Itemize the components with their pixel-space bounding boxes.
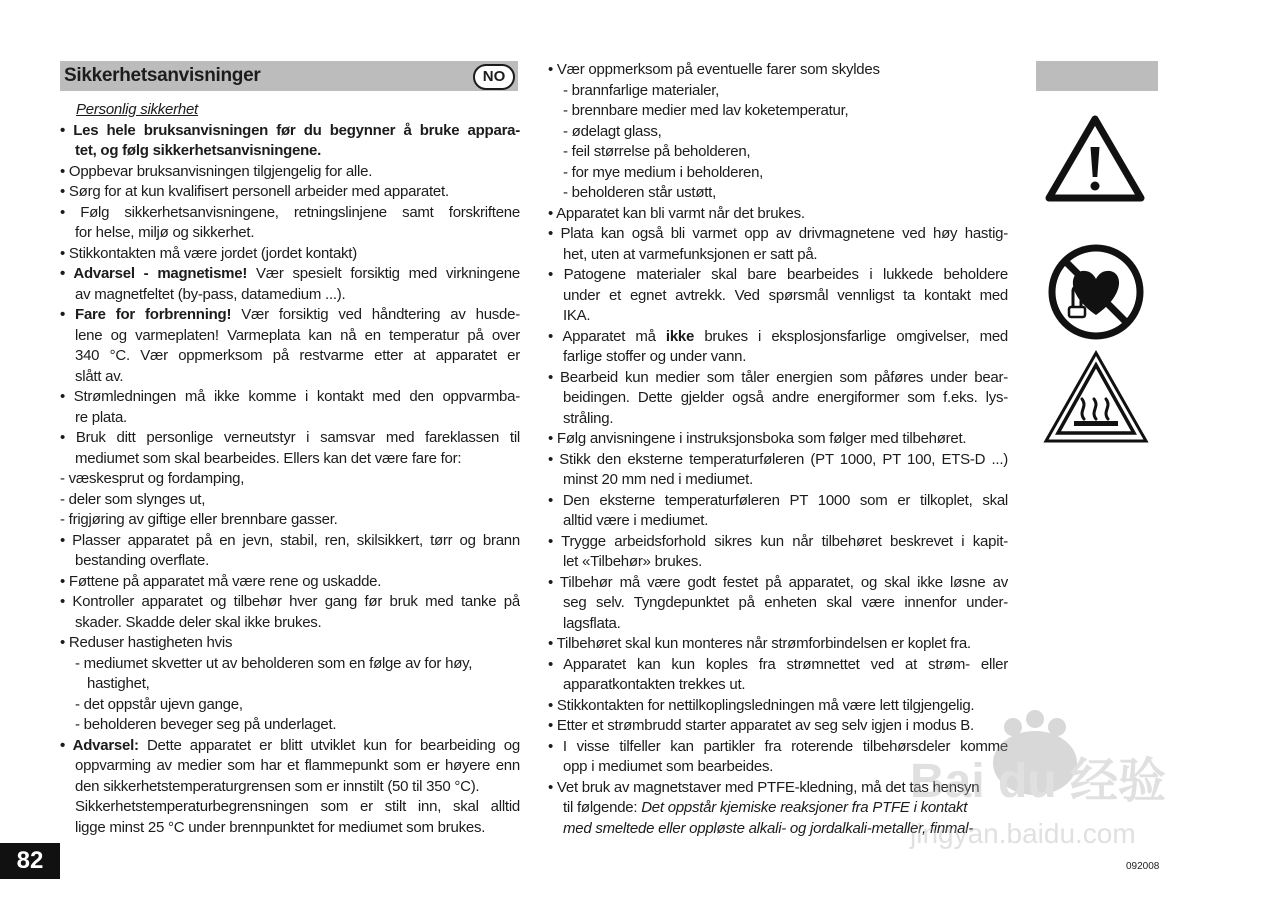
text-line [548,450,1008,471]
text-run: stråling. [563,409,614,427]
italic-run: Det oppstår kjemiske reaksjoner fra PTFE i kontakt [641,799,968,816]
text-run: - ødelagt glass, [563,122,662,140]
text-run: - frigjøring av giftige eller brennbare gasser. [60,511,338,528]
text-line [60,203,520,224]
text-line [548,675,1008,696]
text-line [60,818,520,839]
text-run: • Den eksterne temperaturføleren PT 1000 som er tilkoplet, skal [548,491,1008,509]
text-line [548,245,1008,266]
text-run: • Følg sikkerhetsanvisningene, retningslinjene samt forskriftene [60,203,520,221]
page-number: 82 [0,843,60,879]
text-run: • Følg anvisningene i instruksjonsboka som følger med tilbehøret. [548,430,967,447]
text-line [60,756,520,777]
text-run: - det oppstår ujevn gange, [75,695,243,713]
watermark-main-text: Bai du 经验 [910,755,1167,808]
text-run: • Sørg for at kun kvalifisert personell arbeider med apparatet. [60,183,449,200]
section-header [60,61,518,91]
text-run: - brannfarlige materialer, [563,81,720,99]
no-pacemaker-icon [1047,243,1145,341]
text-run: • Etter et strømbrudd starter apparatet av seg selv igjen i modus B. [548,717,974,734]
text-line [60,428,520,449]
text-line [548,327,1008,348]
text-line [548,511,1008,532]
text-run: • Apparatet må [548,327,666,345]
text-run: • Plasser apparatet på en jevn, stabil, ren, skilsikkert, tørr og brann [60,531,520,549]
text-run: • Tilbehør må være godt festet på apparatet, og skal ikke løsne av [548,573,1008,591]
text-line [548,286,1008,307]
text-line [60,490,520,511]
text-line [60,449,520,470]
text-line [60,777,520,798]
text-line [548,532,1008,553]
text-run: • Stikk den eksterne temperaturføleren (PT 1000, PT 100, ETS-D ...) [548,450,1008,468]
text-line [60,346,520,367]
text-run: Sikkerhetstemperaturbegrensningen som er stilt inn, skal alltid [75,798,520,815]
text-line [548,224,1008,245]
text-run: Vær forsiktig ved håndtering av husde- [231,306,520,323]
text-line [548,81,1008,102]
text-run: • Apparatet kan bli varmt når det brukes. [548,204,805,222]
text-run: tet, og følg sikkerhetsanvisningene. [75,142,322,159]
text-line [60,244,520,265]
text-run: skader. Skadde deler skal ikke brukes. [75,613,322,631]
text-run: - deler som slynges ut, [60,490,206,508]
text-run: slått av. [75,367,124,385]
text-line [60,613,520,634]
text-line [548,409,1008,430]
text-line [60,387,520,408]
text-line [60,797,520,818]
text-line [60,326,520,347]
text-run: • Les hele bruksanvisningen før du begynner å bruke appara- [60,121,520,139]
text-run: - feil størrelse på beholderen, [563,143,751,160]
text-run: • Tilbehøret skal kun monteres når strømforbindelsen er koplet fra. [548,635,971,652]
text-line [548,491,1008,512]
text-line [548,60,1008,81]
text-run: oppvarming av medier som har et flammepunkt som er høyere enn [75,757,520,774]
text-run: re plata. [75,408,127,426]
text-line [60,408,520,429]
text-run: - for mye medium i beholderen, [563,163,764,181]
text-run: • Patogene materialer skal bare bearbeides i lukkede beholdere [548,266,1008,283]
text-run: under et egnet avtrekk. Ved spørsmål vennligst ta kontakt med [563,286,1008,304]
language-badge: NO [473,64,515,90]
text-line [548,552,1008,573]
text-run: alltid være i mediumet. [563,512,709,529]
text-run: • Oppbevar bruksanvisningen tilgjengelig for alle. [60,162,373,180]
bold-run: • Fare for forbrenning! [60,306,232,323]
text-line [60,367,520,388]
text-run: for helse, miljø og sikkerhet. [75,224,255,241]
text-run: • Vær oppmerksom på eventuelle farer som skyldes [548,61,880,78]
text-line [548,142,1008,163]
text-run: apparatkontakten trekkes ut. [563,676,746,693]
right-header-bar [1036,61,1158,91]
text-run: IKA. [563,307,591,324]
section-title: Sikkerhetsanvisninger [64,65,261,86]
text-run: lagsflata. [563,614,621,632]
text-run: • Reduser hastigheten hvis [60,634,233,651]
text-line [548,429,1008,450]
text-line [60,121,520,142]
text-line [60,264,520,285]
text-line [548,614,1008,635]
text-line [60,695,520,716]
text-run: • Kontroller apparatet og tilbehør hver gang før bruk med tanke på [60,593,520,610]
text-line [60,469,520,490]
text-line [548,634,1008,655]
text-line [60,510,520,531]
text-line [548,388,1008,409]
text-run: den sikkerhetstemperaturgrensen som er innstilt (50 til 350 °C). [75,777,480,795]
text-run: - mediumet skvetter ut av beholderen som en følge av for høy, [75,654,473,672]
text-line [548,573,1008,594]
text-run: • I visse tilfeller kan partikler fra roterende tilbehørsdeler komme [548,737,1008,755]
text-run: til følgende: [563,799,642,816]
text-run: Vær spesielt forsiktig med virkningene [247,265,520,282]
bold-run: ikke [665,327,695,345]
text-run: • Stikkontakten må være jordet (jordet kontakt) [60,244,357,262]
text-line [60,592,520,613]
text-run: • Bearbeid kun medier som tåler energien som påføres under bear- [548,368,1008,386]
text-run: - beholderen beveger seg på underlaget. [75,716,337,733]
warning-triangle-icon [1044,113,1146,203]
text-line [60,223,520,244]
text-run: brukes i eksplosjonsfarlige omgivelser, med [694,327,1008,345]
text-run: • Strømledningen må ikke komme i kontakt med den oppvarmba- [60,388,520,405]
text-line [60,572,520,593]
text-run: bestanding overflate. [75,552,210,569]
text-line [548,122,1008,143]
text-line [548,101,1008,122]
text-run: seg selv. Tyngdepunktet på enheten skal være innenfor under- [563,594,1008,611]
text-line [548,204,1008,225]
text-line [548,593,1008,614]
left-text-column [60,100,520,838]
text-run: opp i mediumet som bearbeides. [563,758,774,775]
text-line [60,736,520,757]
text-line [548,306,1008,327]
text-run: 340 °C. Vær oppmerksom på restvarme etter at apparatet er [75,347,520,364]
text-line [60,674,520,695]
text-run: • Stikkontakten for nettilkoplingsledningen må være lett tilgjengelig. [548,696,975,714]
text-line [60,285,520,306]
text-line [60,100,520,121]
text-run: farlige stoffer og under vann. [563,348,747,365]
text-line [60,633,520,654]
text-run: • Trygge arbeidsforhold sikres kun når tilbehøret beskrevet i kapit- [548,532,1008,550]
text-run: mediumet som skal bearbeides. Ellers kan det være fare for: [75,449,462,467]
text-run: • Plata kan også bli varmet opp av drivmagnetene ved høy hastig- [548,225,1008,242]
text-run: • Føttene på apparatet må være rene og uskadde. [60,572,382,590]
text-line [60,162,520,183]
watermark-sub-text: jingyan.baidu.com [910,818,1136,849]
text-line [60,654,520,675]
text-run: • Vet bruk av magnetstaver med PTFE-kledning, må det tas hensyn [548,778,980,796]
text-run: med smeltede eller oppløste alkali- og jordalkali-metaller, finmal- [563,819,974,837]
text-run: let «Tilbehør» brukes. [563,553,703,570]
text-line [60,531,520,552]
text-run: Dette apparatet er blitt utviklet kun for bearbeiding og [138,736,520,754]
text-run: hastighet, [87,675,150,692]
hot-surface-icon [1042,349,1150,445]
text-line [548,265,1008,286]
text-line [60,305,520,326]
document-code: 092008 [1126,861,1160,872]
text-run: av magnetfeltet (by-pass, datamedium ...). [75,285,346,303]
text-line [548,470,1008,491]
text-line [60,551,520,572]
text-line [548,655,1008,676]
bold-run: • Advarsel - magnetisme! [60,265,248,282]
text-run: • Bruk ditt personlige verneutstyr i samsvar med fareklassen til [60,429,520,446]
text-run: minst 20 mm ned i mediumet. [563,471,753,488]
text-line [548,163,1008,184]
text-line [60,141,520,162]
text-run: beidingen. Dette gjelder også andre energiformer som f.eks. lys- [563,389,1008,406]
text-line [60,715,520,736]
text-run: • Apparatet kan kun koples fra strømnettet ved at strøm- eller [548,655,1008,673]
text-line [548,368,1008,389]
text-run: het, uten at varmefunksjonen er satt på. [563,245,818,263]
text-run: - væskesprut og fordamping, [60,470,245,487]
text-run: lene og varmeplaten! Varmeplata kan nå en temperatur på over [75,326,520,344]
text-line [548,183,1008,204]
text-line [548,347,1008,368]
text-line [60,182,520,203]
text-run: - beholderen står ustøtt, [563,184,716,201]
text-run: - brennbare medier med lav koketemperatur, [563,102,849,119]
baidu-watermark [905,705,1205,855]
text-run: ligge minst 25 °C under brennpunktet for mediumet som brukes. [75,818,486,836]
text-run: Personlig sikkerhet [76,101,198,118]
bold-run: • Advarsel: [60,736,139,754]
